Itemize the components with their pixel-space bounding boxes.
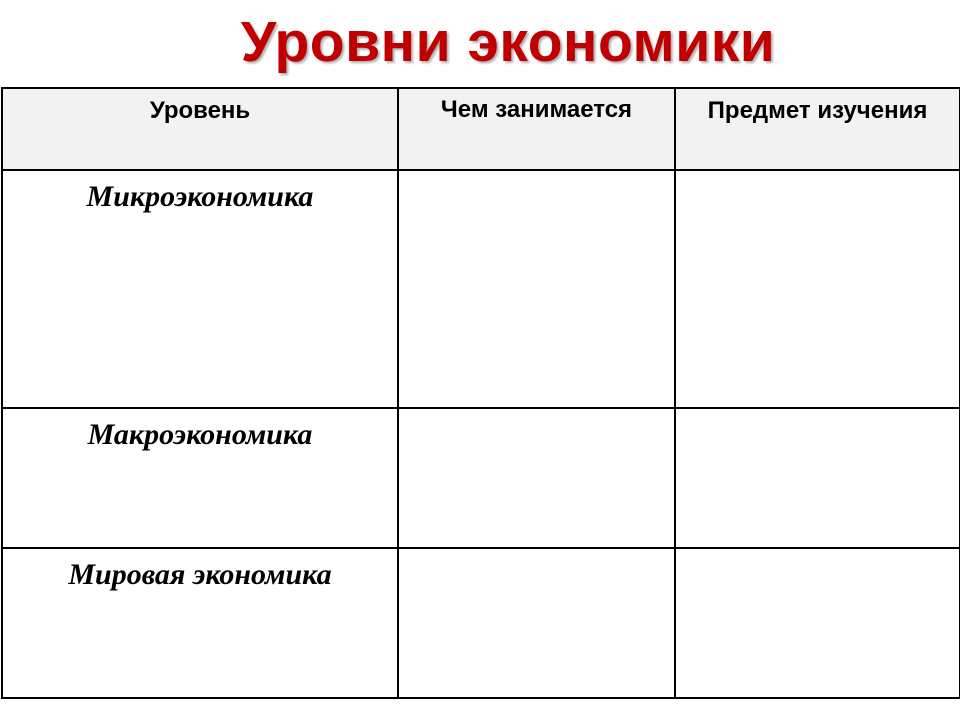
cell-level-macro: Макроэкономика [2, 408, 398, 548]
header-level: Уровень [2, 88, 398, 170]
cell-subject-world [675, 548, 960, 698]
cell-level-world: Мировая экономика [2, 548, 398, 698]
header-activity: Чем занимается [398, 88, 675, 170]
slide-title: Уровни экономики [240, 10, 776, 74]
table-row [2, 170, 960, 408]
table-row [2, 548, 960, 698]
cell-activity-world [398, 548, 675, 698]
table-header-row [2, 88, 960, 170]
cell-activity-macro [398, 408, 675, 548]
economy-levels-table [1, 87, 960, 699]
header-subject: Предмет изучения [675, 88, 960, 170]
table-row [2, 408, 960, 548]
cell-subject-micro [675, 170, 960, 408]
cell-subject-macro [675, 408, 960, 548]
cell-level-micro: Микроэкономика [2, 170, 398, 408]
cell-activity-micro [398, 170, 675, 408]
